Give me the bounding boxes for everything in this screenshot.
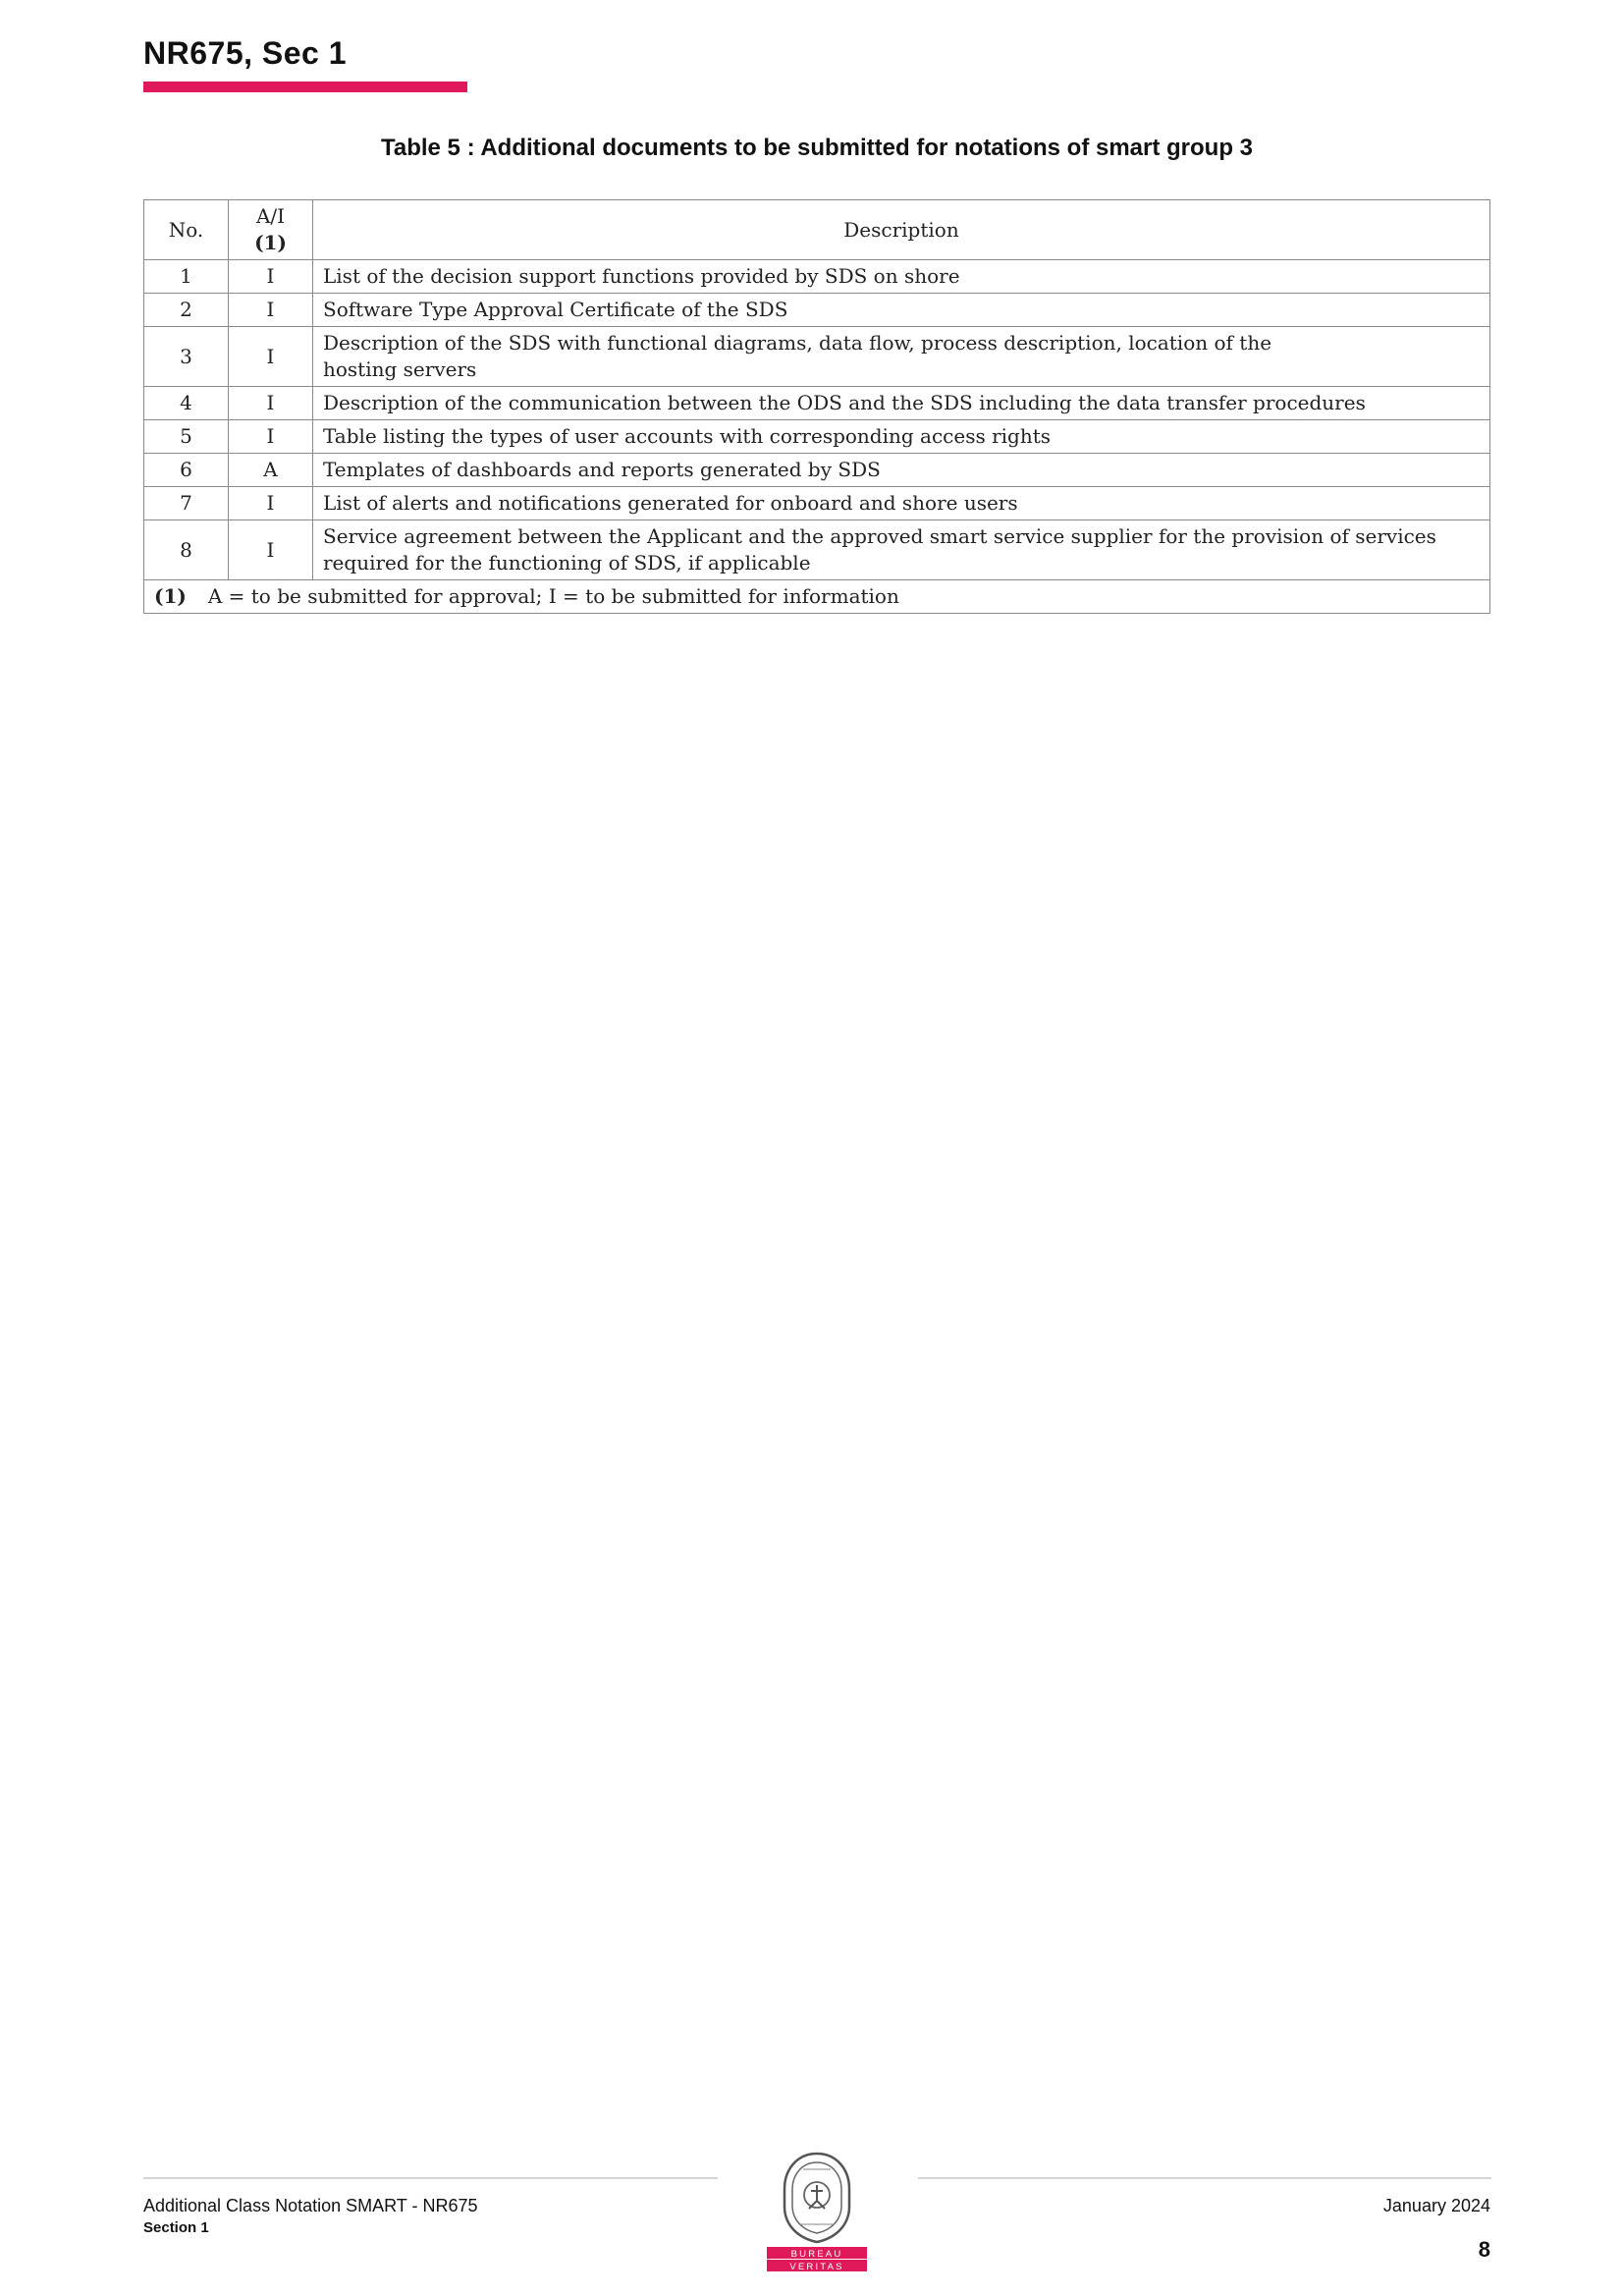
row-ai: A [229, 454, 313, 487]
row-ai: I [229, 387, 313, 420]
row-description-line: Description of the SDS with functional diagrams, data flow, process description, location of the [323, 331, 1272, 355]
row-number: 2 [144, 294, 229, 327]
table-row [144, 387, 1490, 420]
row-ai: I [229, 260, 313, 294]
footer-doc-title: Additional Class Notation SMART - NR675 [143, 2196, 478, 2215]
row-description [313, 327, 1490, 387]
documents-table [143, 199, 1490, 614]
header-accent-bar [143, 82, 467, 92]
row-number: 8 [144, 520, 229, 580]
table-row [144, 420, 1490, 454]
column-header-no: No. [144, 200, 229, 260]
column-header-ai-note: (1) [254, 231, 287, 254]
page-header-title: NR675, Sec 1 [143, 35, 348, 71]
row-description: Templates of dashboards and reports generated by SDS [313, 454, 1490, 487]
row-number: 1 [144, 260, 229, 294]
row-number: 3 [144, 327, 229, 387]
row-description-line: Service agreement between the Applicant and the approved smart service supplier for the provision of services [323, 524, 1436, 548]
row-description: Description of the communication between the ODS and the SDS including the data transfer procedures [313, 387, 1490, 420]
row-ai: I [229, 294, 313, 327]
row-number: 4 [144, 387, 229, 420]
row-ai: I [229, 520, 313, 580]
row-ai: I [229, 327, 313, 387]
row-description: Table listing the types of user accounts with corresponding access rights [313, 420, 1490, 454]
row-description: Software Type Approval Certificate of the SDS [313, 294, 1490, 327]
footnote-text: A = to be submitted for approval; I = to be submitted for information [207, 584, 899, 608]
row-number: 6 [144, 454, 229, 487]
page-number: 8 [1478, 2237, 1490, 2262]
footer-divider-left [143, 2177, 718, 2179]
logo-text-bureau: BUREAU [790, 2249, 843, 2260]
row-description [313, 520, 1490, 580]
footer-section: Section 1 [143, 2219, 209, 2236]
footer-date: January 2024 [1382, 2196, 1490, 2215]
table-row [144, 454, 1490, 487]
logo-text-veritas: VERITAS [789, 2262, 844, 2272]
bureau-veritas-logo [766, 2146, 868, 2273]
footer-divider-right [918, 2177, 1491, 2179]
column-header-ai [229, 200, 313, 260]
table-row [144, 260, 1490, 294]
footer-left [143, 2196, 478, 2236]
row-description: List of the decision support functions provided by SDS on shore [313, 260, 1490, 294]
row-number: 5 [144, 420, 229, 454]
table-caption: Table 5 : Additional documents to be submitted for notations of smart group 3 [380, 135, 1254, 161]
row-ai: I [229, 420, 313, 454]
table-row [144, 327, 1490, 387]
row-description-line: required for the functioning of SDS, if applicable [323, 551, 811, 574]
table-footnote-row [144, 580, 1490, 614]
column-header-description: Description [313, 200, 1490, 260]
table-row [144, 520, 1490, 580]
column-header-ai-label: A/I [255, 204, 286, 228]
row-description: List of alerts and notifications generated for onboard and shore users [313, 487, 1490, 520]
row-ai: I [229, 487, 313, 520]
table-footnote [144, 580, 1490, 614]
table-row [144, 294, 1490, 327]
row-description-line: hosting servers [323, 357, 477, 381]
row-number: 7 [144, 487, 229, 520]
table-row [144, 487, 1490, 520]
footnote-marker: (1) [154, 584, 187, 608]
table-header-row [144, 200, 1490, 260]
